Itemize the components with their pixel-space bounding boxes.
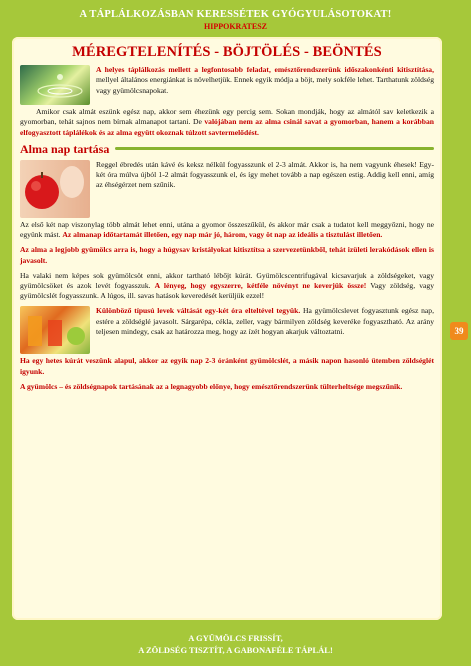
apple-acid-bold: valójában nem az alma csinál savat a gyomorban, hanem a korábban elfogyasztott táplálékok és az alma együtt okoznak túlzott savtermelődést. — [20, 117, 434, 137]
header-quote: A TÁPLÁLKOZÁSBAN KERESSÉTEK GYÓGYULÁSOTOKAT! — [79, 9, 392, 20]
page-number-badge: 39 — [450, 322, 468, 340]
juice-cure-rest: Vagy zöldség, vagy gyümölcslét fogyasszunk. A lúgos, ill. savas hatások keveredését kerüljük ezzel! — [20, 281, 434, 301]
footer-line2: A ZÖLDSÉG TISZTÍT, A GABONAFÉLE TÁPLÁL! — [138, 645, 333, 655]
juice-image — [20, 306, 90, 354]
footer-line1: A GYÜMÖLCS FRISSÍT, — [188, 633, 283, 643]
footer-banner — [0, 632, 471, 656]
benefit-paragraph: A gyümölcs – és zöldségnapok tartásának az a legnagyobb előnye, hogy emésztőrendszerünk tülterheltsége megszűnik. — [20, 381, 403, 391]
juice-cure-bold: A lényeg, hogy egyszerre, kétféle növényt ne keverjük össze! — [154, 281, 367, 291]
apple-icon — [20, 160, 90, 218]
weekly-cure-paragraph: Ha egy hetes kúrát veszünk alapul, akkor az egyik nap 2-3 óránként gyümölcslét, a másik napon hasonló ütemben zöldséglét igyunk. — [20, 356, 434, 376]
section-title: Alma nap tartása — [20, 141, 110, 156]
content-panel — [12, 37, 442, 620]
water-drop-image — [20, 65, 90, 105]
water-drop-icon — [20, 65, 90, 105]
intro-rest: mellyel általános energiánkat is növelhetjük. Ennek egyik módja a böjt, mely sokféle lehet. Tarthatunk zöldség vagy gyümölcsnapokat. — [96, 75, 434, 95]
uric-acid-paragraph: Az alma a legjobb gyümölcs arra is, hogy a húgysav kristályokat kitisztítsa a szervezetünkből, tehát izületi lerakódások ellen is javasolt. — [20, 245, 434, 265]
first-days-text: Az első két nap viszonylag több almát lehet enni, utána a gyomor összeszűkül, és akkor már csak a tudatot kell meggyőzni, hogy ne együnk mást. — [20, 220, 434, 240]
apple-day-paragraph: Reggel ébredés után kávé és keksz nélkül fogyasszunk el 2-3 almát. Akkor is, ha nem vagyunk éhesek! Egy-két óra múlva újból 1-2 almát fogyasszunk el, és így mehet tovább a nap egészen estig. Addig kell enni, amíg az éhségérzet nem szűnik. — [96, 160, 434, 190]
juice-cure-paragraph — [20, 271, 434, 302]
article-body — [20, 44, 434, 397]
juice-switch-bold: Különböző típusú levek váltását egy-két óra elteltével tegyük. — [96, 306, 301, 316]
apple-acid-paragraph — [20, 107, 434, 138]
first-days-bold: Az almanap időtartamát illetően, egy nap már jó, három, vagy öt nap az ideális a tisztulást illetően. — [62, 230, 383, 240]
juice-cure-text: Ha valaki nem képes sok gyümölcsöt enni, akkor tartható lébőjt kúrát. Gyümölcscentrifugával kicsavarjuk a zöldségeket, vagy gyümölcsöket és azok levét fogyasszuk. — [20, 270, 434, 291]
juice-switch-rest: Ha gyümölcslevet fogyasztunk egész nap, estére a zöldséglé javasolt. Sárgarépa, cékla, zeller, vagy bármilyen zöldség keveréke fogyasztható. Az arány teljesen mindegy, csak az határozza meg, hogy az ízét hogyan akarjuk változtatni. — [96, 306, 434, 336]
apple-acid-text: Amikor csak almát eszünk egész nap, akkor sem éhezünk egy percig sem. Sokan mondják, hogy az almától sav keletkezik a gyomorban, tehát sajnos nem bírnak almanapot tartani. De — [20, 107, 434, 127]
first-days-paragraph — [20, 220, 434, 240]
section-divider — [115, 147, 434, 150]
woman-apple-image — [20, 160, 90, 218]
page-title: MÉREGTELENÍTÉS - BÖJTÖLÉS - BEÖNTÉS — [72, 44, 382, 60]
section-heading — [20, 141, 434, 156]
juice-glass-icon — [20, 306, 90, 354]
intro-bold: A helyes táplálkozás mellett a legfontosabb feladat, emésztőrendszerünk időszakonkénti kitisztítása, — [96, 65, 434, 75]
header-banner — [0, 0, 471, 34]
header-author: HIPPOKRATESZ — [204, 22, 267, 31]
